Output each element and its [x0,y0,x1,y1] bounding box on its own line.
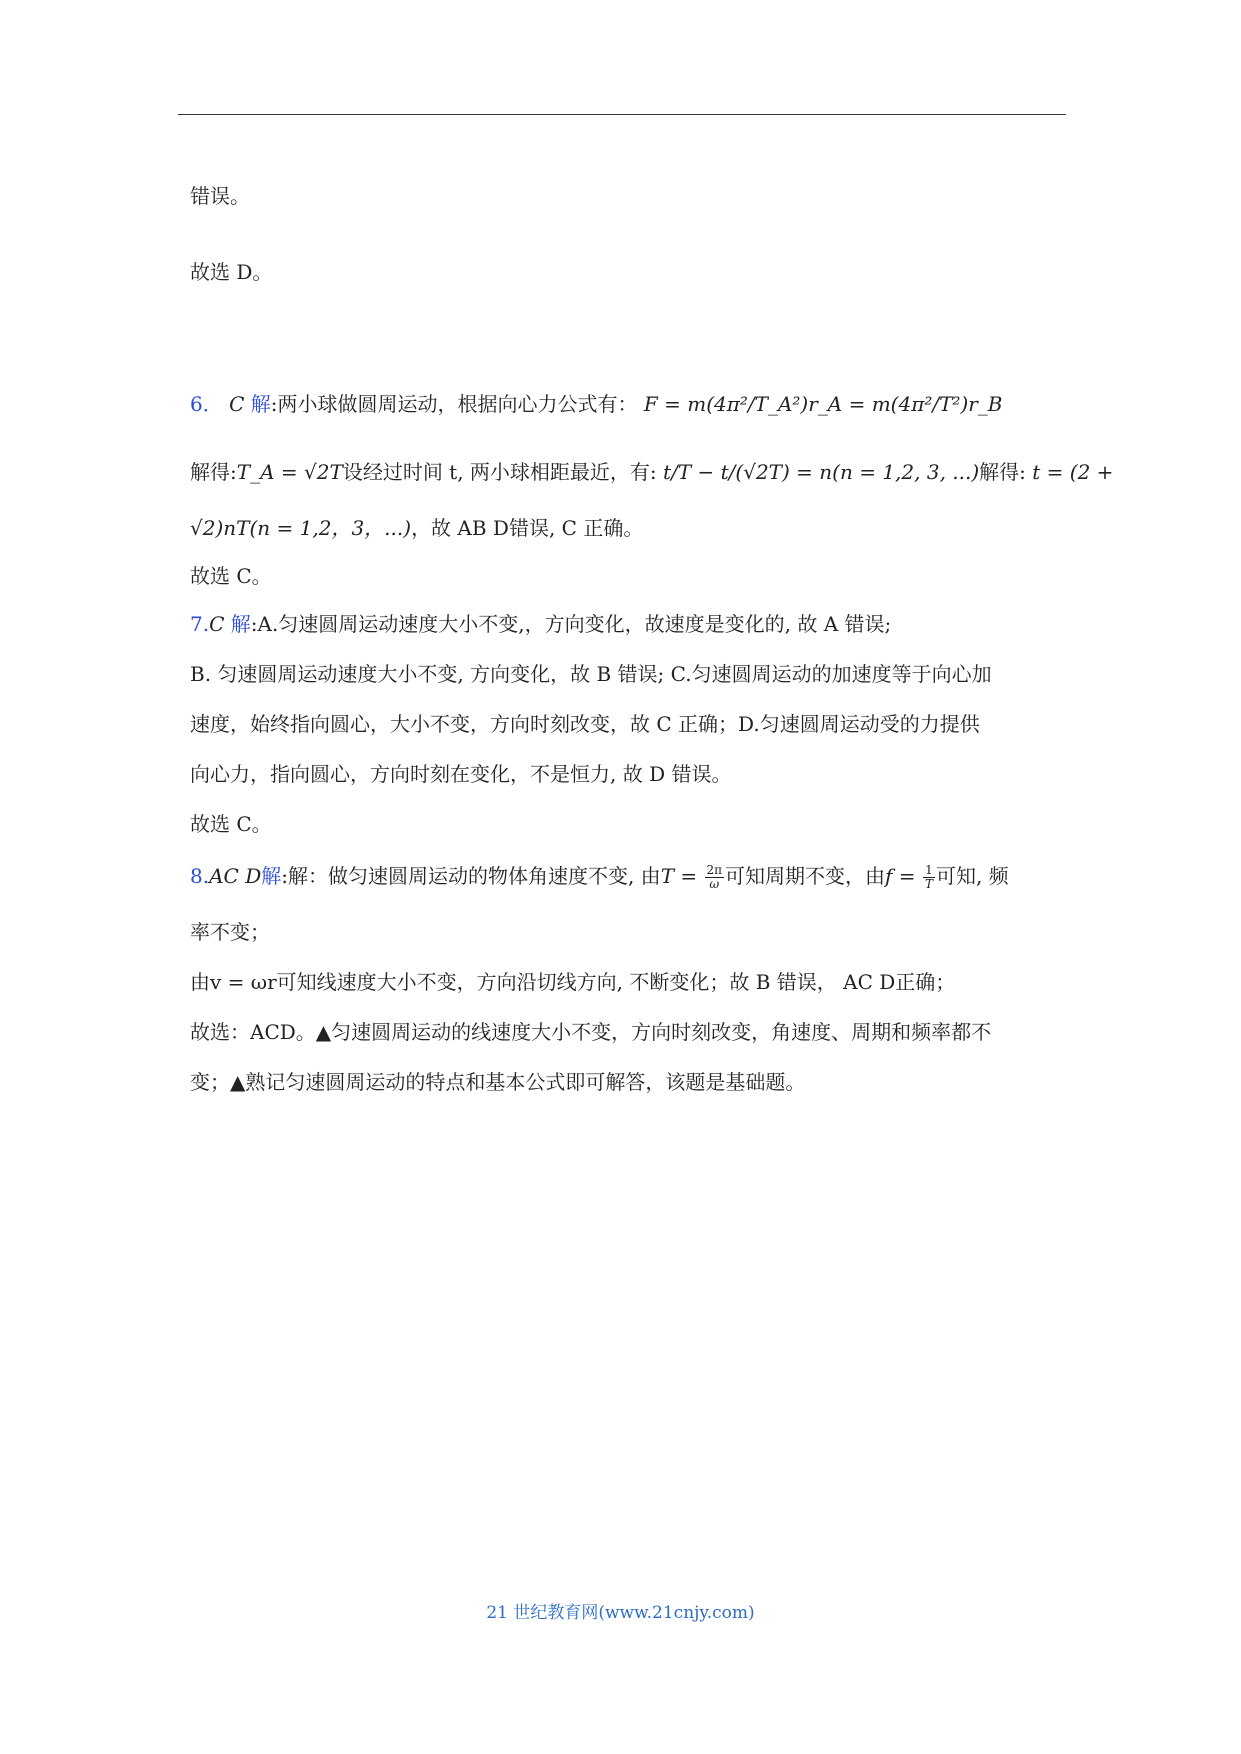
numerator: 1 [925,863,933,877]
formula: T_A = √2T [236,460,343,484]
solution-text: :A.匀速圆周运动速度大小不变,，方向变化，故速度是变化的, 故 A 错误; [250,612,892,636]
formula: √2)nT(n = 1,2，3，...) [190,516,412,540]
question-8-line [190,862,1066,891]
denominator: T [924,877,933,891]
text-line: 由v = ωr可知线速度大小不变，方向沿切线方向, 不断变化；故 B 错误， AC D正确； [190,970,956,994]
solution-text: :解：做匀速圆周运动的物体角速度不变, 由 [281,864,661,888]
text-span: 解得: [190,460,237,484]
question-number: 7. [190,612,210,636]
text-line: 故选 D。 [190,260,273,284]
text-line: 向心力，指向圆心，方向时刻在变化，不是恒力, 故 D 错误。 [190,762,732,786]
text-span: ，故 AB D错误, C 正确。 [411,516,644,540]
answer-label: C [229,392,245,416]
solution-label: 解 [250,392,271,416]
text-line: 率不变； [190,920,270,944]
solution-text: :两小球做圆周运动，根据向心力公式有： [270,392,638,416]
text-line: 错误。 [190,184,250,208]
question-6-line [190,390,1066,418]
fraction [923,864,935,891]
text-line [190,514,1066,542]
text-line: 故选 C。 [190,812,272,836]
denominator: ω [709,877,720,891]
answer-label: AC D [209,864,262,888]
text-span: 可知周期不变，由 [725,864,886,888]
footer-watermark: 21 世纪教育网(www.21cnjy.com) [486,1603,755,1623]
formula: F = m(4π²/T_A²)r_A = m(4π²/T²)r_B [643,392,1003,416]
text-line: 故选 C。 [190,564,272,588]
text-span: 可知, 频 [935,864,1009,888]
text-line: B. 匀速圆周运动速度大小不变, 方向变化，故 B 错误; C.匀速圆周运动的加速度等于向心加 [190,662,992,686]
fraction [705,864,725,891]
text-span: 设经过时间 t, 两小球相距最近，有: [342,460,657,484]
numerator: 2π [706,863,723,877]
formula: t = (2 + [1032,460,1114,484]
question-number: 8. [190,864,210,888]
question-7-line [190,610,1066,638]
text-line: 速度，始终指向圆心，大小不变，方向时刻改变，故 C 正确；D.匀速圆周运动受的力提供 [190,712,980,736]
text-line: 变；▲熟记匀速圆周运动的特点和基本公式即可解答，该题是基础题。 [190,1070,806,1094]
formula: T = [660,864,698,888]
formula: f = [885,864,916,888]
answer-label: C [209,612,225,636]
text-line: 故选：ACD。▲匀速圆周运动的线速度大小不变，方向时刻改变，角速度、周期和频率都不 [190,1020,992,1044]
solution-label: 解 [230,612,251,636]
text-line [190,458,1114,486]
header-rule [178,114,1066,115]
question-number: 6． [190,392,223,416]
text-span: 解得: [979,460,1026,484]
formula: t/T − t/(√2T) = n(n = 1,2, 3, ...) [663,460,980,484]
solution-label: 解 [261,864,282,888]
